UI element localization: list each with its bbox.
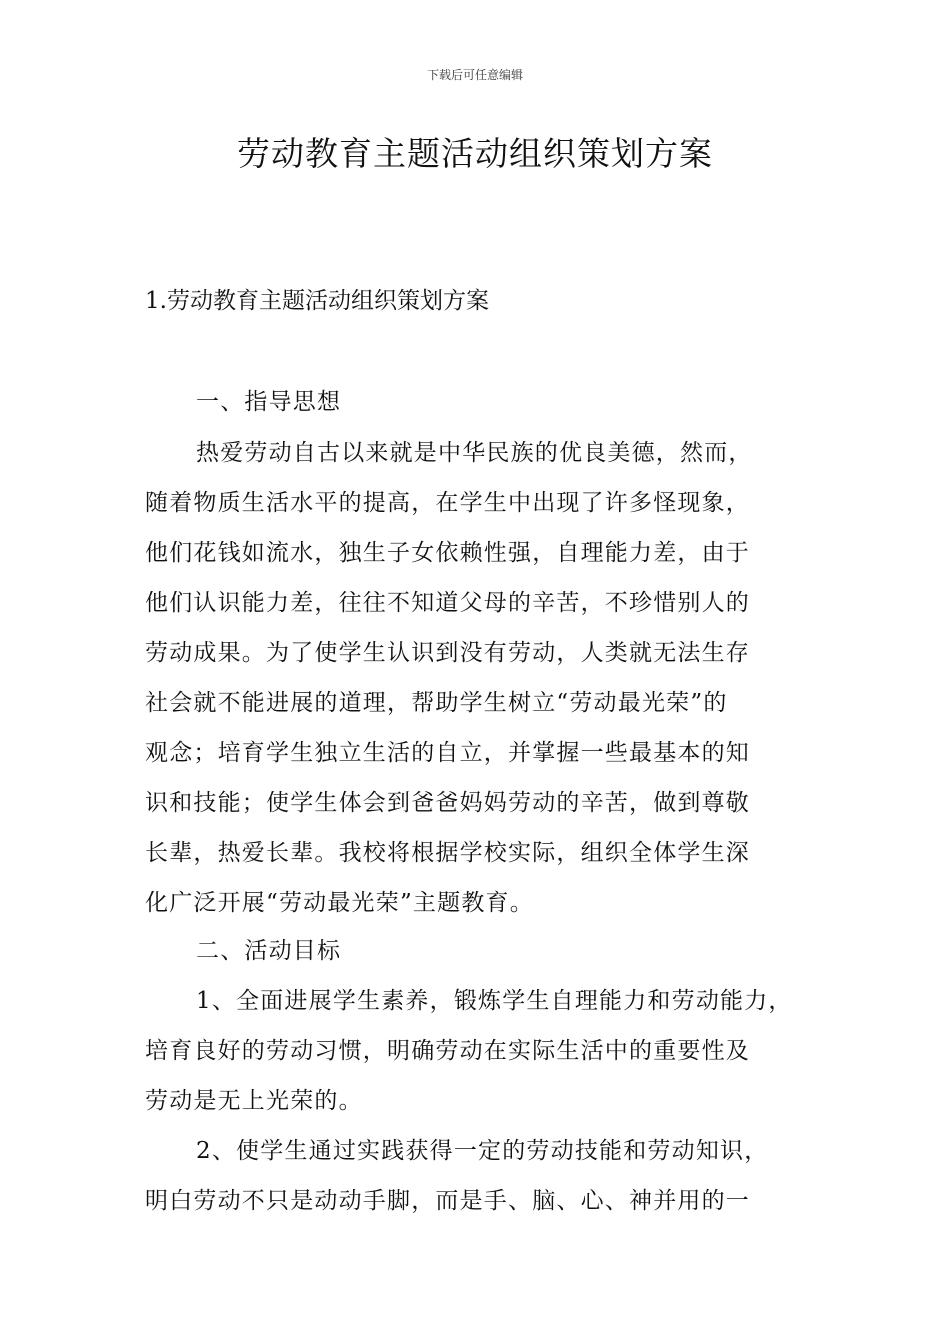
paragraph-line: 观念；培育学生独立生活的自立，并掌握一些最基本的知 — [145, 740, 750, 766]
paragraph-line: 热爱劳动自古以来就是中华民族的优良美德，然而， — [196, 440, 753, 466]
paragraph-line: 社会就不能进展的道理，帮助学生树立“劳动最光荣”的 — [145, 690, 728, 716]
paragraph-line: 识和技能；使学生体会到爸爸妈妈劳动的辛苦，做到尊敬 — [145, 790, 750, 816]
paragraph-line: 长辈，热爱长辈。我校将根据学校实际，组织全体学生深 — [145, 840, 750, 866]
heading-activity-goals: 二、活动目标 — [196, 938, 342, 964]
paragraph-line: 劳动成果。为了使学生认识到没有劳动，人类就无法生存 — [145, 640, 750, 666]
paragraph-line: 明白劳动不只是动动手脚，而是手、脑、心、神并用的一 — [145, 1188, 750, 1214]
paragraph-line: 1、全面进展学生素养，锻炼学生自理能力和劳动能力， — [196, 988, 793, 1014]
header-note: 下载后可任意编辑 — [426, 68, 523, 82]
paragraph-line: 随着物质生活水平的提高，在学生中出现了许多怪现象， — [145, 490, 750, 516]
paragraph-line: 2、使学生通过实践获得一定的劳动技能和劳动知识， — [196, 1138, 769, 1164]
paragraph-line: 培育良好的劳动习惯，明确劳动在实际生活中的重要性及 — [145, 1038, 750, 1064]
paragraph-line: 他们花钱如流水，独生子女依赖性强，自理能力差，由于 — [145, 540, 750, 566]
paragraph-line: 他们认识能力差，往往不知道父母的辛苦，不珍惜别人的 — [145, 590, 750, 616]
paragraph-line: 劳动是无上光荣的。 — [145, 1088, 363, 1114]
heading-guiding-ideology: 一、指导思想 — [196, 389, 342, 415]
document-title: 劳动教育主题活动组织策划方案 — [237, 134, 713, 173]
paragraph-line: 化广泛开展“劳动最光荣”主题教育。 — [145, 890, 534, 916]
section-title: 1.劳动教育主题活动组织策划方案 — [145, 288, 489, 314]
